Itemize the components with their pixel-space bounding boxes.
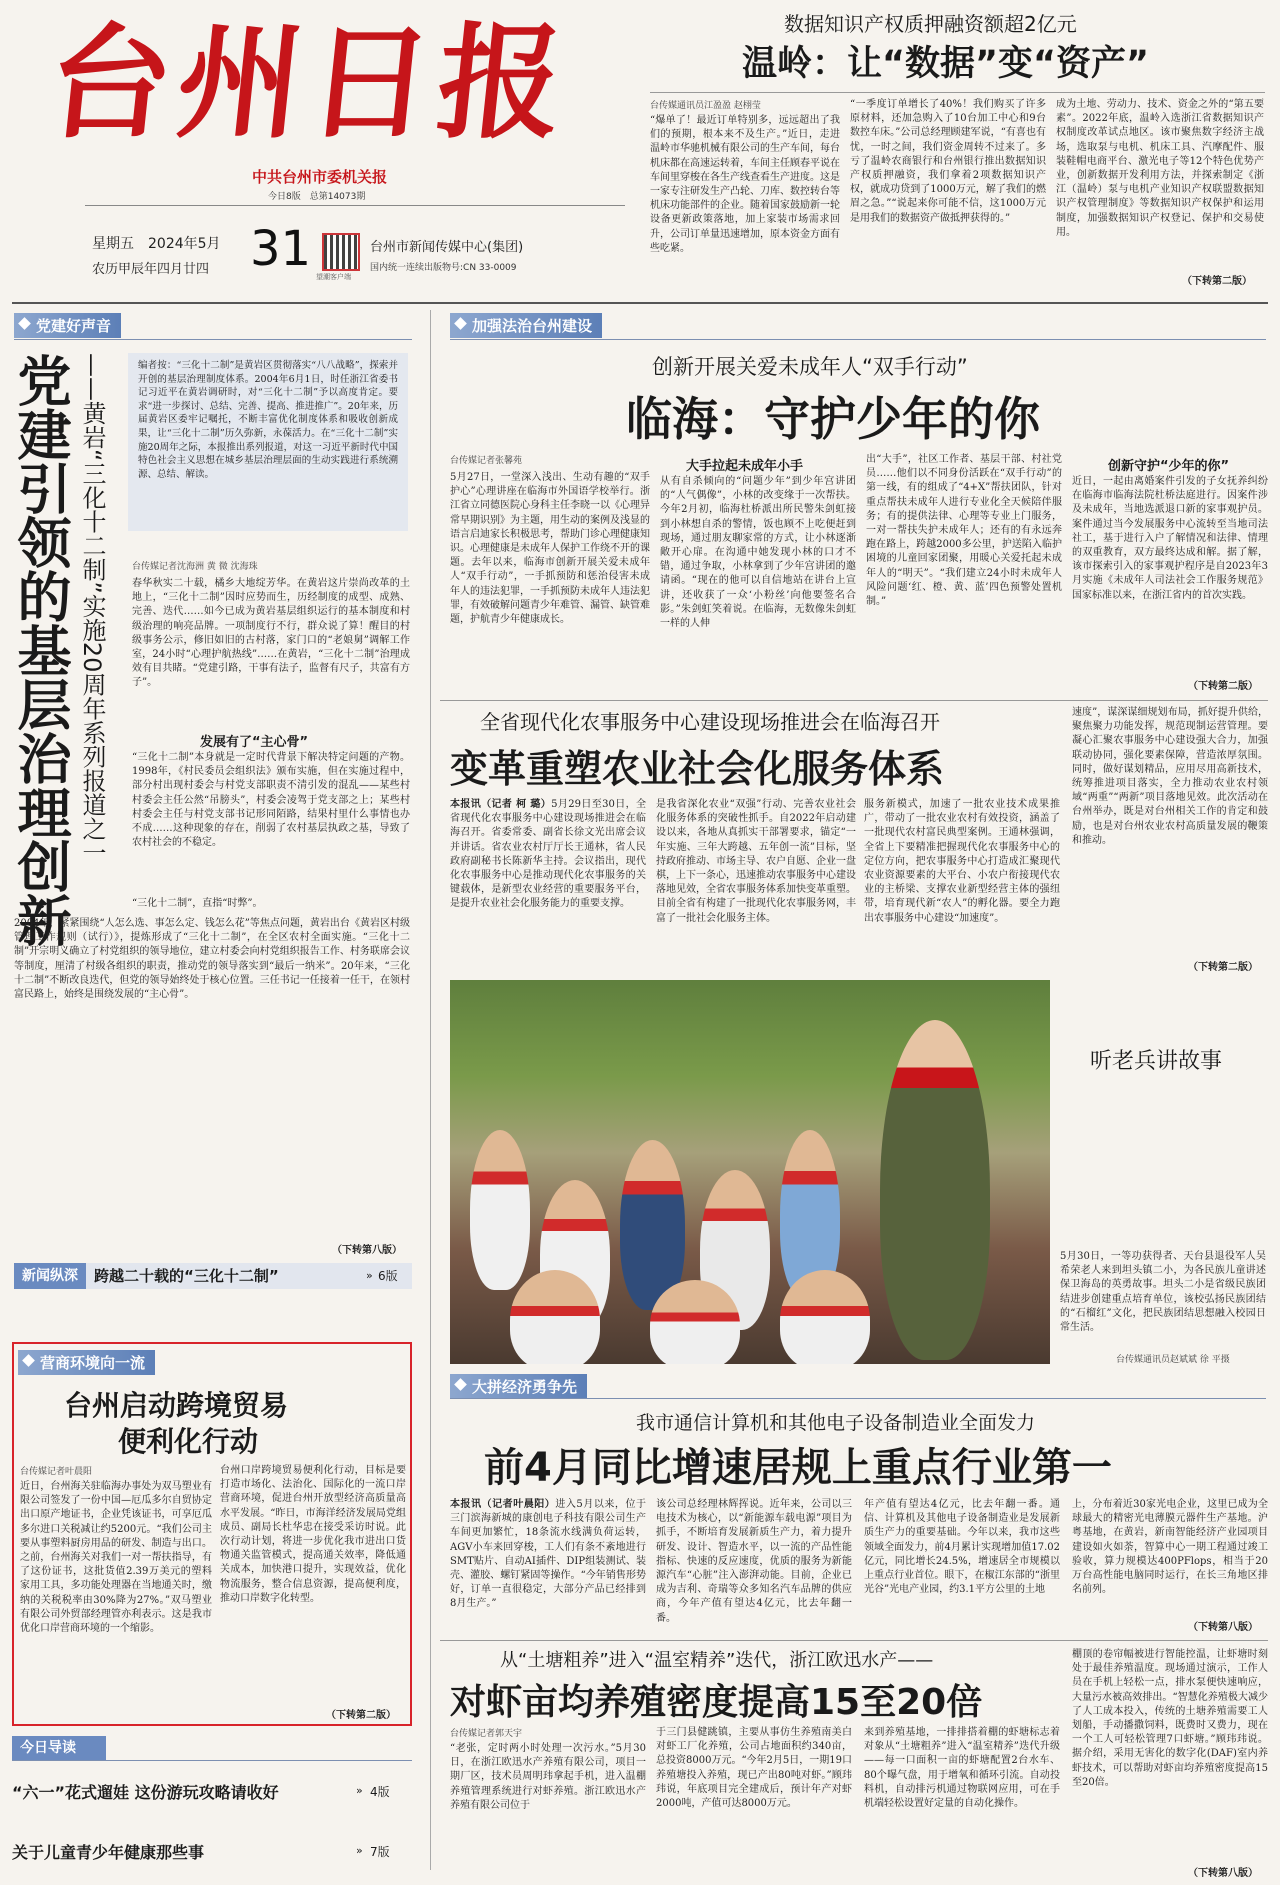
party-body-top: 春华秋实二十载，橘乡大地绽芳华。在黄岩这片崇尚改革的土地上，“三化十二制”因时应势而生，历经制度的成型、成熟、完善、迭代……如今已成为黄岩基层组织运行的基本制度和村级治理的响亮品牌。一项制度行不行，群众说了算！醒目的村级事务公示，修旧如旧的古村落，家门口的“老娘舅”调解工作室，24小时“心理护航热线”……在黄岩，“三化十二制”治理成效有目共睹。“党建引路，干事有法子，监督有尺子，共富有方子”。	[132, 578, 410, 689]
shrimp-col4: 棚顶的卷帘幅被进行智能控温，让虾塘时刻处于最佳养殖温度。现场通过演示，工作人员在手机上轻松一点，排水泵便快速响应，大量污水被高效排出。“智慧化养殖极大减少了人工成本投入，传统的土塘养殖需要工人划船，手动播撒饲料，既费时又费力，现在一个工人可轻松管理7口虾塘。”顾玮玮说。据介绍，采用无害化的数字化(DAF)室内养虾技术，可以帮助对虾亩均养殖密度提高15至20倍。	[1072, 1649, 1268, 1788]
top-story-col2: “一季度订单增长了40%！我们购买了许多原材料，还加急购入了10台加工中心和9台数控车床。”公司总经理顾建军说，“有喜也有忧，一时之间，我们资金周转不过来了。多亏了温岭农商银行和台州银行推出数据知识产权质押融资，我们拿着2项数据知识产权，就成功贷到了1000万元，解了我们的燃眉之急。”“说起来你可能不信，这1000万元是用我们的数据资产做抵押获得的。”	[850, 99, 1046, 224]
party-editor-note: 编者按：“三化十二制”是黄岩区贯彻落实“八八战略”，探索并开创的基层治理制度体系。2004年6月1日，时任浙江省委书记习近平在黄岩调研时，对“三化十二制”予以高度肯定。要求“进一步探讨、总结、完善、提高、推进推广”。20年来，历届黄岩区委牢记嘱托，不断丰富优化制度体系和吸收创新成果，让“三化十二制”历久弥新，永葆活力。在“三化十二制”实施20周年之际，本报推出系列报道，对这一习近平新时代中国特色社会主义思想在城乡基层治理层面的生动实践进行系统溯源、总结、解读。	[128, 353, 408, 531]
business-tag-label: 营商环境向一流	[40, 1354, 146, 1372]
party-headline: 党建引领的基层治理创新	[9, 353, 72, 947]
law-byline: 台传媒记者张馨苑	[450, 456, 523, 466]
agri-section	[440, 700, 1268, 975]
economy-col2: 该公司总经理林辉挥说。近年来，公司以三电技术为核心，以“新能源车载电源”项目为抓手，不断培育发展新质生产力，着力提升研发、设计、智造水平，以一流的产品性能指标、快速的反应速度，优质的服务为新能源汽车“心脏”注入澎湃动能。目前，企业已成为吉利、奇瑞等众多知名汽车品牌的供应商，今年产值有望达4亿元，比去年翻一番。	[656, 1499, 852, 1624]
double-chevron-icon: »	[356, 1784, 363, 1797]
economy-tag-label: 大拼经济勇争先	[472, 1378, 578, 1396]
qr-caption: 望潮客户端	[316, 273, 351, 281]
economy-col1	[450, 1498, 646, 1630]
shrimp-col3: 来到养殖基地，一排排搭着棚的虾塘标志着对象从“土塘粗养”进入“温室精养”迭代升级——每一口面积一亩的虾塘配置2台水车、80个曝气盘，用于增氧和循环引流。自动投料机，自动排污机通过物联网应用，可在手机端轻松设置好定量的自动化操作。	[864, 1727, 1060, 1810]
party-tag-label: 党建好声音	[36, 317, 112, 335]
diamond-icon	[18, 317, 31, 330]
top-story-col1: “爆单了！最近订单特别多，远远超出了我们的预期，根本来不及生产。”近日，走进温岭市华驰机械有限公司的生产车间，每台机床都在高速运转着，车间主任顾春平说在车间里穿梭在各生产线查看生产进度。这是一家专注研发生产凸轮、刀库、数控转台等机床功能部件的企业。随着国家鼓励新一轮设备更新政策落地，加上家装市场需求回升，公司订单量迅速增加，原本资金方面有些吃紧。	[650, 115, 840, 254]
law-section	[440, 305, 1268, 700]
top-story-headline: 温岭：让“数据”变“资产”	[742, 44, 1150, 84]
diamond-icon	[454, 317, 467, 330]
guide-item-1-page: 4版	[370, 1785, 390, 1799]
business-byline: 台传媒记者叶晨阳	[20, 1467, 93, 1477]
party-byline: 台传媒记者沈海洲 黄 微 沈海珠	[132, 562, 258, 572]
weekday-date: 星期五 2024年5月	[92, 236, 221, 252]
business-headline-line1: 台州启动跨境贸易	[64, 1389, 289, 1422]
veteran-photo	[450, 980, 1050, 1364]
economy-headline: 前4月同比增速居规上重点行业第一	[484, 1445, 1112, 1491]
photo-figure	[880, 1020, 990, 1360]
economy-kicker: 我市通信计算机和其他电子设备制造业全面发力	[636, 1412, 1036, 1434]
shrimp-section	[440, 1642, 1268, 1882]
news-bar[interactable]	[14, 1263, 412, 1289]
guide-item-1-text: “六一”花式遛娃 这份游玩攻略请收好	[12, 1783, 279, 1802]
agri-headline: 变革重塑农业社会化服务体系	[450, 747, 945, 791]
qr-code-icon	[322, 233, 360, 271]
double-chevron-icon: »	[356, 1844, 363, 1857]
top-story-byline: 台传媒通讯员江盈盈 赵栩莹	[650, 101, 761, 111]
shrimp-kicker: 从“土塘粗养”进入“温室精养”迭代，浙江欧迅水产——	[500, 1650, 934, 1671]
economy-section	[440, 1368, 1268, 1638]
masthead-subtitle: 中共台州市委机关报	[252, 168, 388, 186]
top-story-kicker: 数据知识产权质押融资额超2亿元	[784, 12, 1077, 36]
publisher: 台州市新闻传媒中心(集团)	[370, 240, 524, 255]
law-tag-label: 加强法治台州建设	[472, 317, 593, 335]
masthead-title: 台州日报	[40, 11, 576, 156]
economy-col4: 上，分布着近30家光电企业，这里已成为全球最大的精密光电薄膜元器件生产基地。沪粤基地，在黄岩，新南智能经济产业园项目建设如火如荼，智算中心一期工程通过竣工验收，算力规模达400PFlops，相当于20万台高性能电脑同时运行，在长三角地区排名前列。	[1072, 1499, 1268, 1596]
news-bar-text: 跨越二十载的“三化十二制”	[94, 1267, 279, 1285]
party-continued[interactable]: （下转第八版）	[332, 1245, 402, 1256]
photo-credit: 台传媒通讯员赵斌斌 徐 平摄	[1116, 1355, 1230, 1365]
economy-continued[interactable]: （下转第八版）	[1188, 1622, 1258, 1633]
news-bar-page: 6版	[378, 1269, 398, 1283]
agri-col4: 速度”，谋深谋细规划布局，抓好提升供给，聚焦聚力功能发挥，规范现制运营管理。要凝心汇聚农事服务中心建设强大合力，加强联动协同，强化要素保障，营造浓厚氛围。同时，做好谋划精品，应用尽用高新技术，统筹推进项目落实，全力推动农业农村领域“两重”“两新”项目落地见效。此次活动在台州举办，既是对台州相关工作的肯定和鼓励，也是对台州农业农村高质量发展的鞭策和推动。	[1072, 707, 1268, 846]
business-col2: 台州口岸跨境贸易便利化行动，目标是要打造市场化、法治化、国际化的一流口岸营商环境，促进台州开放型经济高质量高水平发展。“昨日，市海洋经济发展局党组成员、副局长杜华忠在接受采访时说。此次行动计划，将进一步优化我市进出口货物通关监管模式，提高通关效率，降低通关成本，加快港口提升，实现效益，优化物流服务，整合信息资源，提高便利度，推动口岸数字化转型。	[220, 1465, 406, 1604]
photo-caption-text: 5月30日，一等功获得者、天台县退役军人吴希荣老人来到坦头镇二小，为各民族儿童讲述保卫海岛的英勇故事。坦头二小是省级民族团结进步创建重点培育单位，该校弘扬民族团结的“石榴红”文化，把民族团结思想融入校园日常生活。	[1060, 1251, 1266, 1334]
law-continued[interactable]: （下转第二版）	[1188, 681, 1258, 692]
party-subhead: 发展有了“主心骨”	[200, 735, 309, 750]
agri-kicker: 全省现代化农事服务中心建设现场推进会在临海召开	[480, 710, 940, 734]
shrimp-continued[interactable]: （下转第八版）	[1188, 1868, 1258, 1879]
double-chevron-icon: »	[366, 1269, 373, 1282]
edition-info: 今日8版 总第14073期	[268, 192, 366, 202]
business-env-tag	[18, 1350, 155, 1375]
today-guide-tag: 今日导读	[12, 1736, 106, 1760]
business-env-box	[12, 1342, 412, 1726]
party-body-mid: “三化十二制”本身就是一定时代背景下解决特定问题的产物。1998年，《村民委员会组织法》颁布实施，但在实施过程中，部分村出现村委会与村党支部职责不清引发的混乱——某些村村委会主任公然“吊膀头”，村委会凌驾于党支部之上；某些村村委会主任与村党支部书记形同陌路，结果村里什么事情也办不成……这种现象的存在，削弱了农村基层执政之基，导致了农村社会的不稳定。	[132, 752, 410, 849]
agri-col2: 是我省深化农业“双强”行动、完善农业社会化服务体系的突破性抓手。自2022年启动建设以来，各地从真抓实干部署要求，锚定“一年实施、三年大跨越、五年创一流”目标，坚持政府推动、市场主导、农户自愿、企业一盘棋，上下一条心，迅速推动农事服务中心建设落地见效，全省农事服务体系加快变革重塑。目前全省有构建了一批现代化农事服务网，丰富了一批社会化服务主体。	[656, 799, 856, 924]
agri-col3: 服务新模式，加速了一批农业技术成果推广，带动了一批农业农村有效投资，涵盖了一批现代农村富民典型案例。王通林强调，全省上下要精准把握现代化农事服务中心的定位方向，把农事服务中心打造成汇聚现代农业资源要素的大平台、小农户衔接现代农业的主桥梁、支撑农业新型经营主体的强纽带，培育现代新“农人”的孵化器。要全力跑出农事服务中心建设“加速度”。	[864, 799, 1060, 924]
party-series: ——黄岩“三化十二制”实施20周年系列报道之一	[78, 353, 106, 865]
guide-item-1[interactable]	[12, 1780, 412, 1804]
party-body-bottom: 2004年，紧紧围绕“人怎么选、事怎么定、钱怎么花”等焦点问题，黄岩出台《黄岩区村级管理工作规则（试行）》，提炼形成了“三化十二制”，在全区农村全面实施。“三化十二制”开宗明义确立了村党组织的领导地位，建立村委会向村党组织报告工作、村务联席会议等制度，厘清了村级各组织的职责，推动党的领导落实到“最后一纳米”。20年来，“三化十二制”不断改良迭代，但党的领导始终处于核心位置。三任书记一任接着一任干，在领村富民路上，始终是围绕发展的“主心骨”。	[14, 918, 410, 1001]
diamond-icon	[454, 1378, 467, 1391]
top-story	[650, 0, 1265, 300]
economy-section-tag	[450, 1374, 587, 1399]
law-col2: 从有自杀倾向的“问题少年”到少年宫讲团的“人气偶像”，小林的改变缘于一次帮扶。今年2月初，临海杜桥派出所民警朱剑虹接到小林想自杀的警情，饭也顾不上吃便赶到现场，通过朋友聊家常的方式，让小林逐渐敞开心扉。在沟通中她发现小林的口才不错，通过争取，小林拿到了少年宫讲团的邀请函。“现在的他可以自信地站在讲台上宣讲，还收获了一众‘小粉丝’向他要签名合影。”朱剑虹笑着说。在临海，无数像朱剑虹一样的人伸	[660, 476, 856, 630]
issn: 国内统一连续出版物号:CN 33-0009	[370, 263, 517, 273]
business-col1: 近日，台州海关驻临海办事处为双马塑业有限公司签发了一份中国—厄瓜多尔自贸协定出口原产地证书，企业凭该证书，可享厄瓜多尔进口关税减让约5200元。“我们公司主要从事塑料厨房用品的研发、制造与出口。之前，台州海关对我们一对一帮扶指导，有了这份证书，这批货值2.39万美元的塑料家用工具，多功能处理器在当地通关时，缴纳的关税税率由30%降为27%。”双马塑业有限公司外贸部经理管亦利表示。这是我市优化口岸营商环境的一个缩影。	[20, 1481, 212, 1635]
shrimp-headline: 对虾亩均养殖密度提高15至20倍	[450, 1682, 983, 1723]
agri-byline: 本报讯（记者 柯 璐）	[450, 799, 552, 810]
photo-caption-title: 听老兵讲故事	[1090, 1049, 1223, 1074]
economy-byline: 本报讯（记者叶晨阳）	[450, 1499, 556, 1510]
agri-col1-text: 5月29日至30日，全省现代化农事服务中心建设现场推进会在临海召开。省委常委、副省长徐文光出席会议并讲话。省农业农村厅厅长王通林，省人民政府副秘书长陈新华主持。会议指出，现代化农事服务中心是推动现代化农事服务的关键载体，是新型农业经营的重要服务平台，是提升农业社会化服务能力的重要支撑。	[450, 799, 646, 910]
shrimp-byline: 台传媒记者郭天宇	[450, 1729, 523, 1739]
guide-item-2[interactable]	[12, 1840, 412, 1864]
party-section	[0, 305, 420, 1335]
agri-continued[interactable]: （下转第二版）	[1188, 962, 1258, 973]
law-section-tag	[450, 313, 602, 338]
agri-col1	[450, 798, 646, 968]
business-continued[interactable]: （下转第二版）	[326, 1710, 396, 1721]
law-col4: 近日，一起由离婚案件引发的子女抚养纠纷在临海市临海法院杜桥法庭进行。因案件涉及未成年，当地选派退口新的家事观护员。案件通过当今发展服务中心流转至当地司法社工，基于进行入户了解情况和法律、情理的双重教育，双方最终达成和解。据了解，该市探索引入的家事观护程序是自2023年3月实施《未成年人司法社会工作服务规范》国家标准以来，在浙江省内的首次实践。	[1072, 476, 1268, 601]
law-subhead3: 创新守护“少年的你”	[1108, 459, 1230, 474]
law-subhead1: 大手拉起未成年小手	[686, 459, 804, 474]
masthead	[0, 0, 650, 300]
party-section-tag	[14, 313, 121, 338]
business-headline-line2: 便利化行动	[118, 1425, 259, 1458]
top-story-col3: 成为土地、劳动力、技术、资金之外的“第五要素”。2022年底，温岭入选浙江省数据知识产权制度改革试点地区。该市聚焦数字经济主战场，选取泵与电机、机床工具、汽摩配件、服装鞋帽电商平台、激光电子等12个特色优势产业，创新数据开发利用方法，并探索制定《浙江（温岭）泵与电机产业知识产权联盟数据知识产权管理制度》等数据知识产权保护和运用制度，加强数据知识产权登记、保护和交易使用。	[1056, 99, 1264, 238]
party-subhead2: “三化十二制”，直指“时弊”。	[132, 898, 263, 909]
top-story-continued[interactable]: （下转第二版）	[1182, 276, 1252, 287]
today-guide	[12, 1736, 412, 1876]
law-col1: 5月27日，一堂深入浅出、生动有趣的“双手护心”心理讲座在临海市外国语学校举行。浙江省立同德医院心身科主任李晓一以《心理异常早期识别》为主题，用生动的案例及浅显的语言启迪家长积极思考，帮助门诊心理健康知识。心理健康是未成年人保护工作绕不开的课题。去年以来，临海市创新开展关爱未成年人“双手行动”，一手抓预防和惩治侵害未成年人的违法犯罪，一手抓预防未成年人违法犯罪，有效破解问题青少年难管、漏管、缺管难题，护航青少年健康成长。	[450, 472, 650, 626]
law-kicker: 创新开展关爱未成年人“双手行动”	[652, 355, 968, 379]
guide-item-2-page: 7版	[370, 1845, 390, 1859]
diamond-icon	[22, 1354, 35, 1367]
economy-col1-text: 进入5月以来，位于三门滨海新城的康创电子科技有限公司生产车间更加繁忙，18条流水线满负荷运转，AGV小车来回穿梭，工人们有条不紊地进行SMT贴片、自动AI插件、DIP组装测试、装壳、灌胶、螺钉紧固等操作。“今年销售形势好，订单一直很稳定，大部分产品已经排到8月生产。”	[450, 1499, 646, 1610]
economy-col3: 年产值有望达4亿元，比去年翻一番。通信、计算机及其他电子设备制造业是发展新质生产力的重要基础。今年以来，我市这些领域全面发力，前4月累计实现增加值17.02亿元，同比增长24.5%，增速居全市规模以上重点行业首位。眼下，在椒江东部的“浙里光谷”光电产业园，约3.1平方公里的土地	[864, 1499, 1060, 1596]
law-col3: 出“大手”，社区工作者、基层干部、村社党员……他们以不同身份活跃在“双手行动”的第一线，有的组成了“4+X”帮扶团队，针对重点帮扶未成年人进行专业化全天候陪伴服务；有的提供法律、心理等专业上门服务，一对一帮扶失护未成年人；还有的有永远奔跑在路上，跨越2000多公里，护送陷入临护困境的儿童回家团聚，用暖心关爱托起未成年人的“明天”。“我们建立24小时未成年人风险问题‘红、橙、黄、蓝’四色预警处置机制。”	[866, 454, 1062, 608]
shrimp-col2: 于三门县健跳镇，主要从事仿生养殖南美白对虾工厂化养殖，公司占地面积约340亩，总投资8000万元。“今年2月5日，一期19口养殖塘投入养殖，现已产出80吨对虾。”顾玮玮说，年底项目完全建成后，预计年产对虾2000吨，产值可达8000万元。	[656, 1727, 852, 1810]
news-bar-tag: 新闻纵深	[14, 1263, 86, 1289]
guide-item-2-text: 关于儿童青少年健康那些事	[12, 1843, 205, 1862]
date-day: 31	[250, 221, 312, 277]
lunar-date: 农历甲辰年四月廿四	[92, 262, 210, 277]
shrimp-col1: “老张，定时两小时处理一次污水。”5月30日，在浙江欧迅水产养殖有限公司，项目一期厂区，技术员周明玮拿起手机，进入温棚养殖管理系统进行对虾养殖。浙江欧迅水产养殖有限公司位于	[450, 1743, 646, 1811]
law-headline: 临海：守护少年的你	[626, 392, 1040, 446]
